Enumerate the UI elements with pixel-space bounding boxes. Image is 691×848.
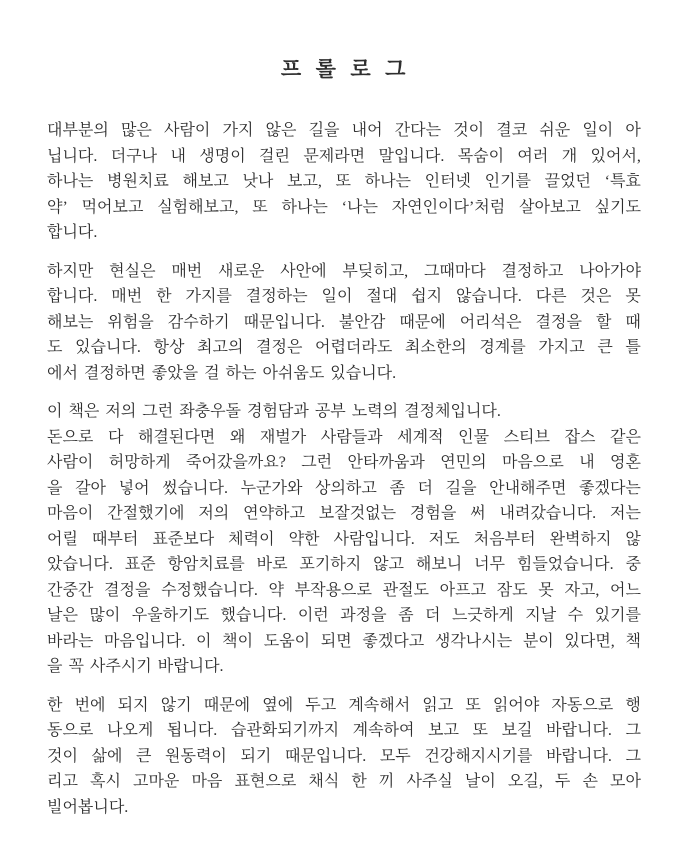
text-line: 바라는 마음입니다. 이 책이 도움이 되면 좋겠다고 생각나시는 분이 있다면, 책 (47, 632, 641, 650)
text-line: 동으로 나오게 됩니다. 습관화되기까지 계속하여 보고 또 보길 바랍니다. 그 (47, 722, 641, 739)
paragraph (47, 118, 641, 246)
text-line: 돈으로 다 해결된다면 왜 재벌가 사람들과 세계적 인물 스티브 잡스 같은 (47, 428, 641, 446)
text-line: 날은 많이 우울하기도 했습니다. 이런 과정을 좀 더 느긋하게 지날 수 있기를 (47, 607, 641, 624)
text-line: 에서 결정하면 좋았을 걸 하는 아쉬움도 있습니다. (47, 364, 397, 382)
text-line: 대부분의 많은 사람이 가지 않은 길을 내어 간다는 것이 결코 쉬운 일이 아 (47, 122, 641, 139)
text-line: 어릴 때부터 표준보다 체력이 약한 사람입니다. 저도 처음부터 완벽하지 않 (47, 530, 641, 548)
text-line: 리고 혹시 고마운 마음 표현으로 채식 한 끼 사주실 날이 오길, 두 손 모아 (47, 773, 641, 790)
text-line: 을 꼭 사주시기 바랍니다. (47, 658, 224, 675)
text-line: 사람이 허망하게 죽어갔을까요? 그런 안타까움과 연민의 마음으로 내 영혼 (47, 454, 641, 471)
text-line: 간중간 결정을 수정했습니다. 약 부작용으로 관절도 아프고 잠도 못 자고, 어느 (47, 581, 641, 599)
text-line: 마음이 간절했기에 저의 연약하고 보잘것없는 경험을 써 내려갔습니다. 저는 (47, 505, 641, 522)
text-line: 을 갈아 넣어 썼습니다. 누군가와 상의하고 좀 더 길을 안내해주면 좋겠다는 (47, 479, 641, 497)
text-line: 닙니다. 더구나 내 생명이 걸린 문제라면 말입니다. 목숨이 여러 개 있어서, (47, 147, 641, 165)
text-line: 하나는 병원치료 해보고 낫나 보고, 또 하나는 인터넷 인기를 끌었던 ‘특효 (47, 173, 641, 190)
text-line: 빌어봅니다. (47, 798, 129, 816)
paragraph (47, 399, 641, 425)
text-line: 것이 삶에 큰 원동력이 되기 때문입니다. 모두 건강해지시기를 바랍니다. 그 (47, 747, 641, 765)
text-line: 하지만 현실은 매번 새로운 사안에 부딪히고, 그때마다 결정하고 나아가야 (47, 262, 641, 280)
text-line: 약’ 먹어보고 실험해보고, 또 하나는 ‘나는 자연인이다’처럼 살아보고 싶기도 (47, 198, 641, 216)
text-line: 합니다. (47, 224, 98, 241)
paragraph (47, 693, 641, 821)
page-title: 프 롤 로 그 (280, 57, 408, 81)
text-line: 도 있습니다. 항상 최고의 결정은 어렵더라도 최소한의 경계를 가지고 큰 틀 (47, 339, 641, 356)
text-line: 한 번에 되지 않기 때문에 옆에 두고 계속해서 읽고 또 읽어야 자동으로 행 (47, 696, 641, 714)
prologue-body-text (47, 118, 641, 820)
paragraph (47, 259, 641, 387)
text-line: 해보는 위험을 감수하기 때문입니다. 불안감 때문에 어리석은 결정을 할 때 (47, 313, 641, 331)
text-line: 합니다. 매번 한 가지를 결정하는 일이 절대 쉽지 않습니다. 다른 것은 못 (47, 288, 641, 305)
text-line: 이 책은 저의 그런 좌충우돌 경험담과 공부 노력의 결정체입니다. (47, 403, 501, 420)
paragraph (47, 425, 641, 680)
text-line: 았습니다. 표준 항암치료를 바로 포기하지 않고 해보니 너무 힘들었습니다. 중 (47, 556, 641, 573)
